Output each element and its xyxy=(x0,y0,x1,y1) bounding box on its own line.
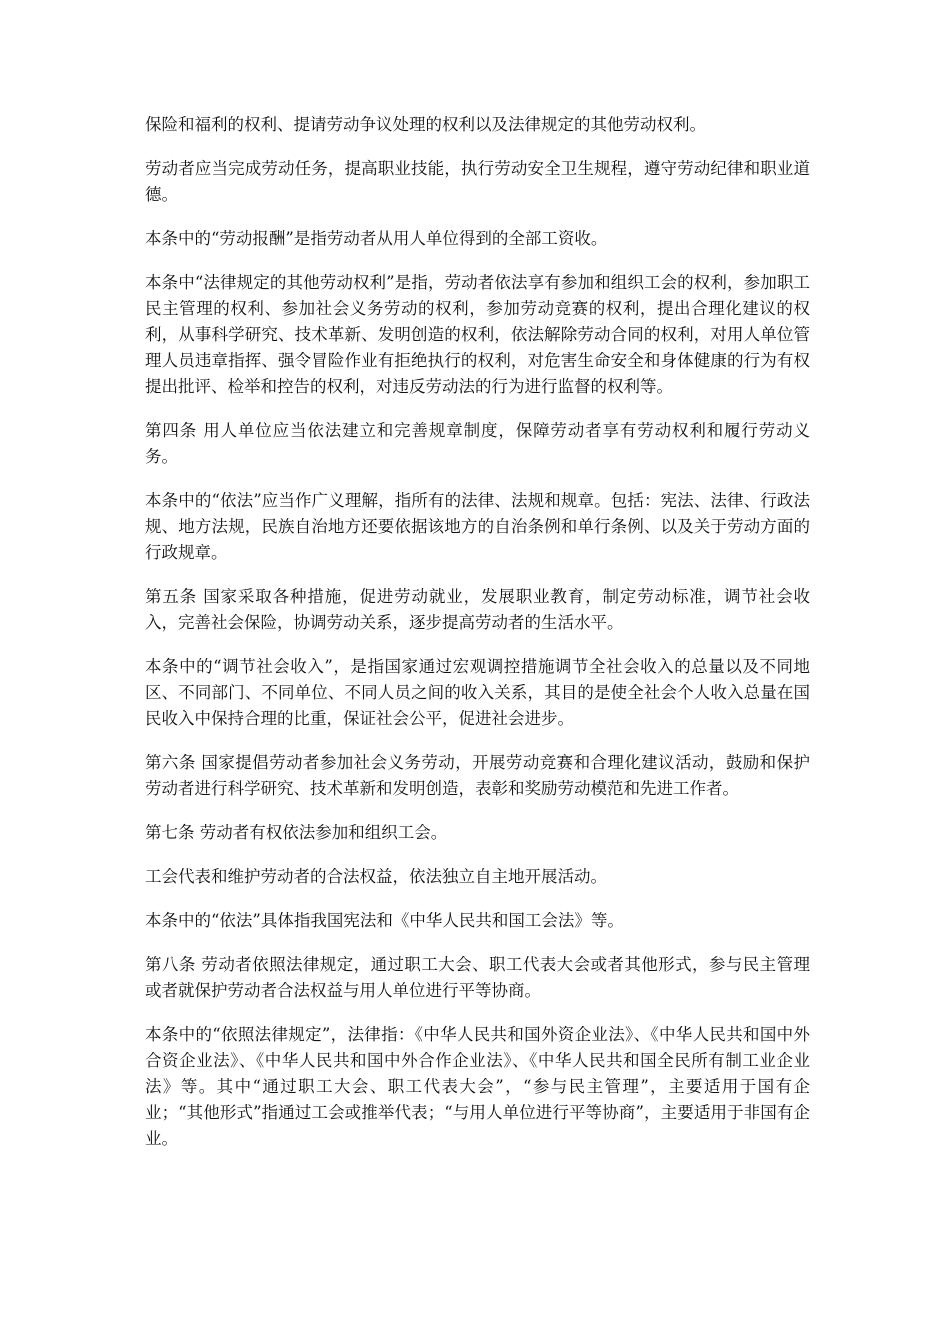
paragraph: 保险和福利的权利、提请劳动争议处理的权利以及法律规定的其他劳动权利。 xyxy=(145,115,706,134)
document-body xyxy=(145,112,810,1152)
paragraph: 工会代表和维护劳动者的合法权益，依法独立自主地开展活动。 xyxy=(145,867,607,886)
paragraph: 本条中的“调节社会收入”，是指国家通过宏观调控措施调节全社会收入的总量以及不同地区、不同部门、不同单位、不同人员之间的收入关系，其目的是使全社会个人收入总量在国民收入中保持合理的比重，保证社会公平，促进社会进步。 xyxy=(145,657,810,728)
paragraph: 本条中“法律规定的其他劳动权利”是指，劳动者依法享有参加和组织工会的权利，参加职工民主管理的权利、参加社会义务劳动的权利，参加劳动竞赛的权利，提出合理化建议的权利，从事科学研究、技术革新、发明创造的权利，依法解除劳动合同的权利，对用人单位管理人员违章指挥、强令冒险作业有拒绝执行的权利，对危害生命安全和身体健康的行为有权提出批评、检举和控告的权利，对违反劳动法的行为进行监督的权利等。 xyxy=(145,273,810,396)
article-5: 第五条 国家采取各种措施，促进劳动就业，发展职业教育，制定劳动标准，调节社会收入，完善社会保险，协调劳动关系，逐步提高劳动者的生活水平。 xyxy=(145,587,810,632)
article-7: 第七条 劳动者有权依法参加和组织工会。 xyxy=(145,823,448,842)
paragraph: 本条中的“依法”应当作广义理解，指所有的法律、法规和规章。包括：宪法、法律、行政法规、地方法规，民族自治地方还要依据该地方的自治条例和单行条例、以及关于劳动方面的行政规章。 xyxy=(145,491,810,562)
article-6: 第六条 国家提倡劳动者参加社会义务劳动，开展劳动竞赛和合理化建议活动，鼓励和保护劳动者进行科学研究、技术革新和发明创造，表彰和奖励劳动模范和先进工作者。 xyxy=(145,753,810,798)
article-8: 第八条 劳动者依照法律规定，通过职工大会、职工代表大会或者其他形式，参与民主管理或者就保护劳动者合法权益与用人单位进行平等协商。 xyxy=(145,955,810,1000)
paragraph: 本条中的“依法”具体指我国宪法和《中华人民共和国工会法》等。 xyxy=(145,911,624,930)
article-4: 第四条 用人单位应当依法建立和完善规章制度，保障劳动者享有劳动权利和履行劳动义务。 xyxy=(145,421,810,466)
paragraph: 本条中的“依照法律规定”，法律指：《中华人民共和国外资企业法》、《中华人民共和国中外合资企业法》、《中华人民共和国中外合作企业法》、《中华人民共和国全民所有制工业企业法》等。其中“通过职工大会、职工代表大会”，“参与民主管理”，主要适用于国有企业；“其他形式”指通过工会或推举代表；“与用人单位进行平等协商”，主要适用于非国有企业。 xyxy=(145,1025,810,1148)
paragraph: 劳动者应当完成劳动任务，提高职业技能，执行劳动安全卫生规程，遵守劳动纪律和职业道德。 xyxy=(145,159,810,204)
paragraph: 本条中的“劳动报酬”是指劳动者从用人单位得到的全部工资收。 xyxy=(145,229,608,248)
